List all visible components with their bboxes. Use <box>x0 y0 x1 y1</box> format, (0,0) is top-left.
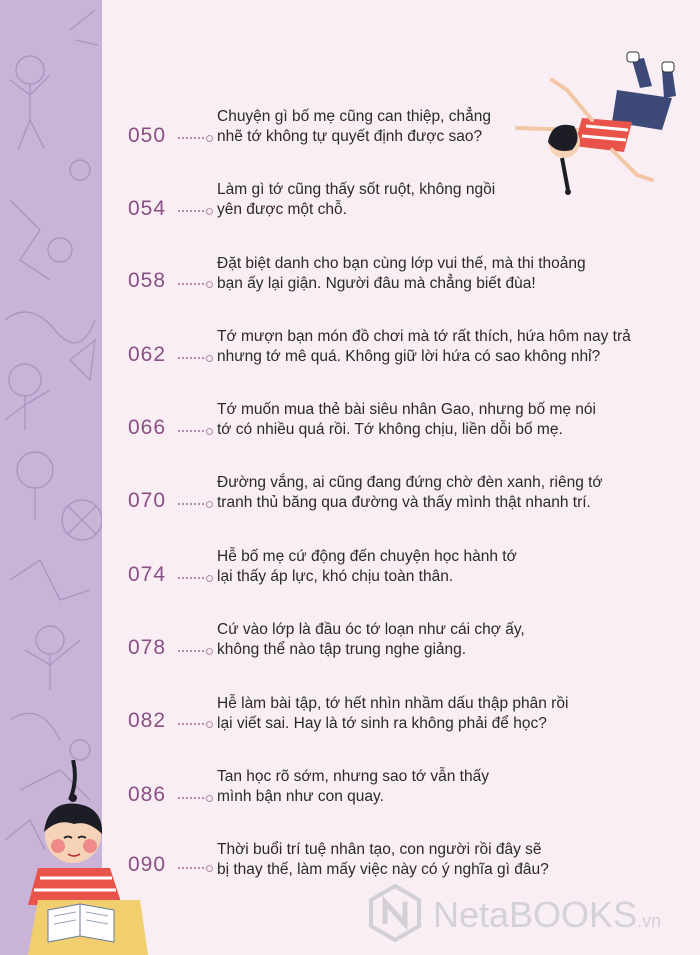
dotted-leader <box>178 867 208 869</box>
dotted-leader <box>178 283 208 285</box>
dotted-leader <box>178 650 208 652</box>
page-number: 082 <box>128 709 167 732</box>
page-number: 086 <box>128 783 167 806</box>
page-number: 074 <box>128 563 167 586</box>
girl-reading-book-illustration <box>18 760 158 955</box>
dotted-leader <box>178 357 208 359</box>
dotted-leader <box>178 137 208 139</box>
page-number: 058 <box>128 269 167 292</box>
entry-title: Tan học rõ sớm, nhưng sao tớ vẫn thấy mình bận như con quay. <box>217 768 489 805</box>
entry-title: Đặt biệt danh cho bạn cùng lớp vui thế, mà thi thoảng bạn ấy lại giận. Người đâu mà chẳng biết đùa! <box>217 255 586 292</box>
dotted-leader <box>178 210 208 212</box>
dotted-leader <box>178 723 208 725</box>
page-number: 066 <box>128 416 167 439</box>
watermark-text: NetaBOOKS.vn <box>433 894 662 935</box>
entry-title: Thời buổi trí tuệ nhân tạo, con người rồi đây sẽ bị thay thế, làm mấy việc này có ý nghĩa gì đâu? <box>217 841 549 878</box>
netabooks-watermark <box>365 882 695 942</box>
toc-entry[interactable] <box>0 327 700 377</box>
page-number: 090 <box>128 853 167 876</box>
toc-entry[interactable] <box>0 620 700 670</box>
entry-title: Cứ vào lớp là đầu óc tớ loạn như cái chợ ấy, không thể nào tập trung nghe giảng. <box>217 621 525 658</box>
dotted-leader <box>178 797 208 799</box>
girl-lying-upside-down-illustration <box>512 50 682 200</box>
entry-title: Hễ bố mẹ cứ động đến chuyện học hành tớ lại thấy áp lực, khó chịu toàn thân. <box>217 548 517 585</box>
page-number: 070 <box>128 489 167 512</box>
entry-title: Đường vắng, ai cũng đang đứng chờ đèn xanh, riêng tớ tranh thủ băng qua đường và thấy mình thật nhanh trí. <box>217 474 603 511</box>
entry-title: Chuyện gì bố mẹ cũng can thiệp, chẳng nhẽ tớ không tự quyết định được sao? <box>217 108 492 145</box>
entry-title: Tớ mượn bạn món đồ chơi mà tớ rất thích, hứa hôm nay trả nhưng tớ mê quá. Không giữ lời hứa có sao không nhỉ? <box>217 328 631 365</box>
dotted-leader <box>178 577 208 579</box>
entry-title: Làm gì tớ cũng thấy sốt ruột, không ngồi yên được một chỗ. <box>217 181 496 218</box>
toc-entry[interactable] <box>0 254 700 304</box>
page-number: 050 <box>128 124 167 147</box>
dotted-leader <box>178 430 208 432</box>
netabooks-logo-icon <box>365 882 425 942</box>
toc-entry[interactable] <box>0 547 700 597</box>
entry-title: Hễ làm bài tập, tớ hết nhìn nhầm dấu thập phân rồi lại viết sai. Hay là tớ sinh ra không phải để học? <box>217 695 569 732</box>
page-number: 062 <box>128 343 167 366</box>
toc-entry[interactable] <box>0 473 700 523</box>
toc-entry[interactable] <box>0 694 700 744</box>
page-number: 078 <box>128 636 167 659</box>
entry-title: Tớ muốn mua thẻ bài siêu nhân Gao, nhưng bố mẹ nói tớ có nhiều quá rồi. Tớ không chịu, liền dỗi bố mẹ. <box>217 401 596 438</box>
toc-entry[interactable] <box>0 400 700 450</box>
dotted-leader <box>178 503 208 505</box>
page-number: 054 <box>128 197 167 220</box>
